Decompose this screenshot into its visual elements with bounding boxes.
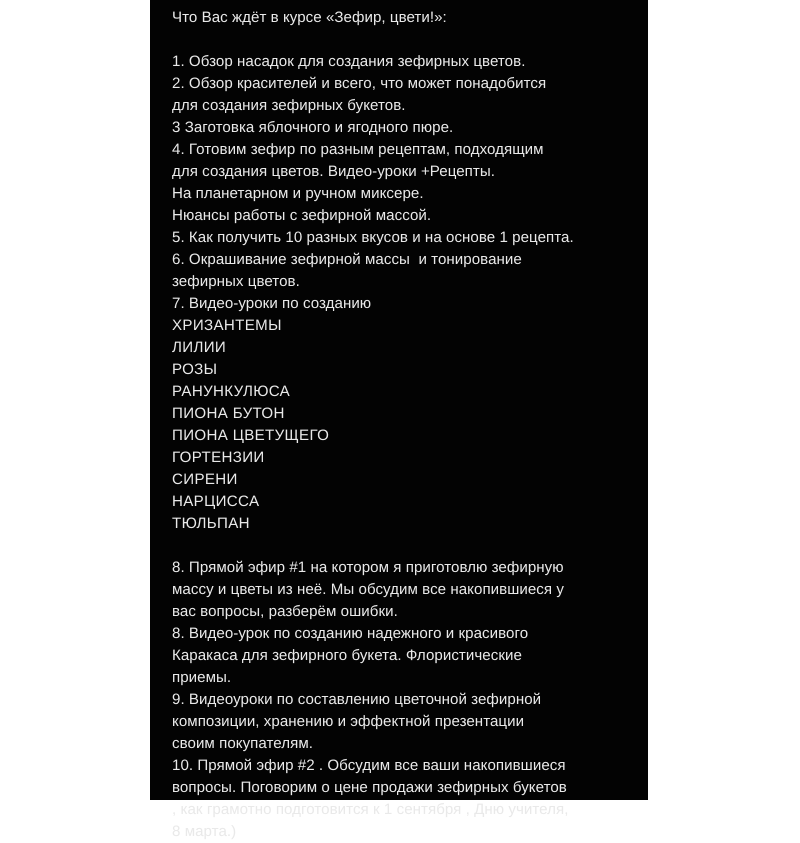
text-line: СИРЕНИ — [172, 471, 238, 488]
text-line: РАНУНКУЛЮСА — [172, 383, 291, 400]
text-line: 2. Обзор красителей и всего, что может понадобится — [172, 75, 547, 92]
text-line: вас вопросы, разберём ошибки. — [172, 603, 398, 620]
text-line: 4. Готовим зефир по разным рецептам, подходящим — [172, 141, 544, 158]
story-text-panel — [150, 0, 648, 840]
text-line: ТЮЛЬПАН — [172, 515, 250, 532]
text-line: 6. Окрашивание зефирной массы и тонирование — [172, 251, 522, 268]
text-line-spacer — [172, 29, 634, 51]
text-line: ГОРТЕНЗИИ — [172, 449, 265, 466]
text-line: ПИОНА ЦВЕТУЩЕГО — [172, 427, 330, 444]
text-line: 10. Прямой эфир #2 . Обсудим все ваши накопившиеся — [172, 757, 566, 774]
course-description-text — [172, 7, 634, 843]
text-line: массу и цветы из неё. Мы обсудим все накопившиеся у — [172, 581, 564, 598]
text-line: своим покупателям. — [172, 735, 314, 752]
text-line: РОЗЫ — [172, 361, 218, 378]
text-line: для создания зефирных букетов. — [172, 97, 406, 114]
text-line: 5. Как получить 10 разных вкусов и на основе 1 рецепта. — [172, 229, 574, 246]
text-line: приемы. — [172, 669, 232, 686]
text-line: зефирных цветов. — [172, 273, 300, 290]
text-line: 3 Заготовка яблочного и ягодного пюре. — [172, 119, 454, 136]
text-line: НАРЦИССА — [172, 493, 260, 510]
text-line: для создания цветов. Видео-уроки +Рецепты. — [172, 163, 496, 180]
text-line: вопросы. Поговорим о цене продажи зефирных букетов — [172, 779, 567, 796]
text-line: Что Вас ждёт в курсе «Зефир, цвети!»: — [172, 9, 447, 26]
text-line: ЛИЛИИ — [172, 339, 227, 356]
text-line-spacer — [172, 535, 634, 557]
text-line: 7. Видео-уроки по созданию — [172, 295, 372, 312]
text-line: 9. Видеоуроки по составлению цветочной зефирной — [172, 691, 542, 708]
text-line: Каракаса для зефирного букета. Флористические — [172, 647, 522, 664]
text-line: 8. Прямой эфир #1 на котором я приготовлю зефирную — [172, 559, 564, 576]
text-line: композиции, хранению и эффектной презентации — [172, 713, 525, 730]
text-line: 8. Видео-урок по созданию надежного и красивого — [172, 625, 529, 642]
text-line: , как грамотно подготовится к 1 сентября , Дню учителя, — [172, 801, 569, 818]
text-line: 1. Обзор насадок для создания зефирных цветов. — [172, 53, 526, 70]
text-line: 8 марта.) — [172, 823, 237, 840]
text-line: На планетарном и ручном миксере. — [172, 185, 424, 202]
text-line: Нюансы работы с зефирной массой. — [172, 207, 432, 224]
text-line: ХРИЗАНТЕМЫ — [172, 317, 282, 334]
text-line: ПИОНА БУТОН — [172, 405, 285, 422]
